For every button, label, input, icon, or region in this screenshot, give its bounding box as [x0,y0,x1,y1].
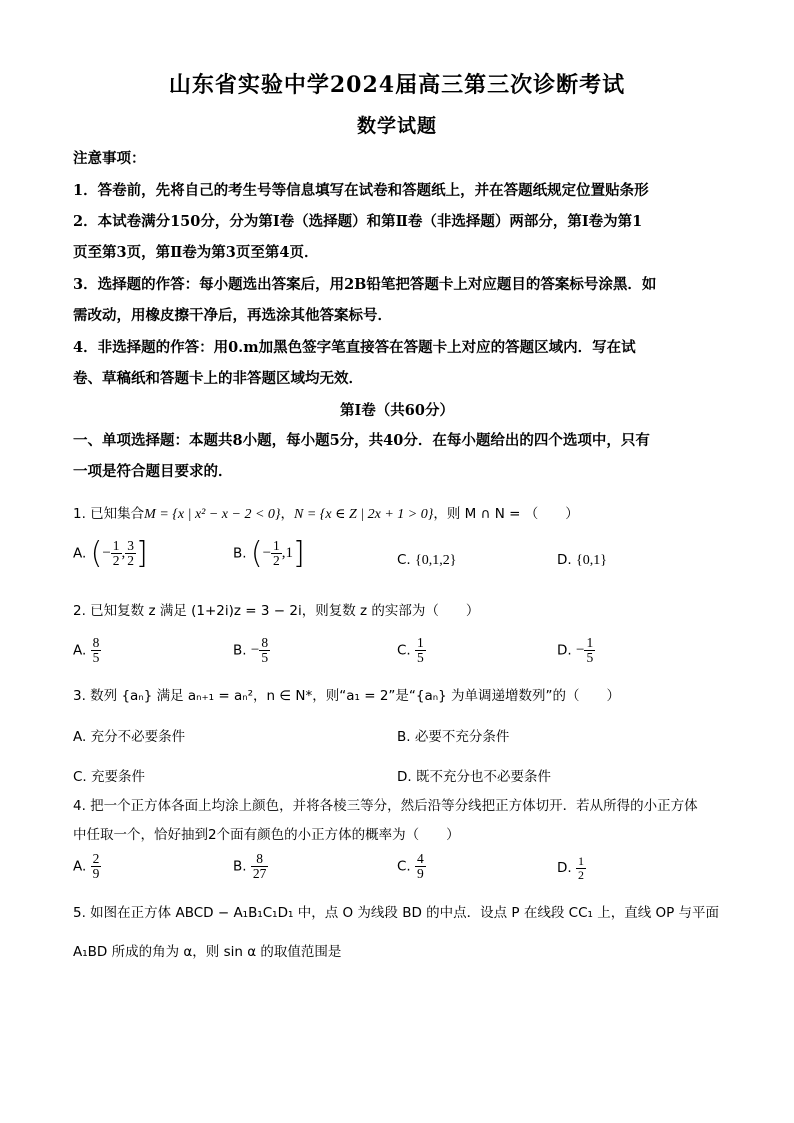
fraction: $\frac{8}{5}$ [261,635,269,666]
notice-item: 3．选择题的作答：每小题选出答案后，用2B铅笔把答题卡上对应题目的答案标号涂黑．如 [73,276,657,293]
paren-open: ( [250,536,263,571]
notice-item: 页至第3页，第Ⅱ卷为第3页至第4页． [73,244,319,261]
q4-option-b[interactable] [233,852,268,881]
fraction: $\frac{1}{2}$ [112,537,120,568]
q1-option-c[interactable] [397,552,456,569]
fraction: $\frac{1}{5}$ [417,635,424,666]
fraction: $\frac{4}{9}$ [417,851,424,882]
question-4-line1: 4. 把一个正方体各面上均涂上颜色，并将各棱三等分，然后沿等分线把正方体切开．若从所得的小正方体 [73,798,698,814]
option-label: D. [557,552,572,568]
q4-option-a[interactable] [73,852,101,881]
q1-option-a[interactable] [73,536,148,571]
minus-sign: − [262,545,272,561]
q1-option-d[interactable] [557,552,607,569]
section-title: 第Ⅰ卷（共60分） [340,402,454,419]
option-label: A. [73,545,87,562]
notice-item: 2．本试卷满分150分，分为第Ⅰ卷（选择题）和第Ⅱ卷（非选择题）两部分，第Ⅰ卷为第1 [73,213,643,230]
q4-option-d[interactable] [557,855,586,881]
q2-option-a[interactable] [73,636,101,665]
fraction: $\frac{2}{9}$ [92,851,100,882]
bracket-close: ] [293,536,305,571]
notice-item: 4．非选择题的作答：用0.m加黑色签字笔直接答在答题卡上对应的答题区域内．写在试 [73,339,636,356]
notice-item: 需改动，用橡皮擦干净后，再选涂其他答案标号． [73,307,392,324]
option-label: A. [73,642,87,659]
option-value: {0,1} [575,553,607,568]
fraction: $\frac{1}{2}$ [273,537,280,568]
question-2: 2. 已知复数 z 满足 (1+2i)z = 3 − 2i，则复数 z 的实部为（ ） [73,603,480,619]
question-3: 3. 数列 {aₙ} 满足 aₙ₊₁ = aₙ²，n ∈ N*，则“a₁ = 2”是“{aₙ} 为单调递增数列”的（ ） [73,688,621,704]
option-label: C. [397,642,411,659]
question-1 [73,508,579,522]
notice-item: 卷、草稿纸和答题卡上的非答题区域均无效． [73,370,363,387]
option-label: A. [73,858,87,875]
q1-set-m: M = {x | x² − x − 2 < 0} [144,507,281,522]
fraction: $\frac{8}{27}$ [252,851,267,882]
option-label: B. [233,858,247,875]
q2-option-b[interactable] [233,636,270,665]
section-heading: 一项是符合题目要求的． [73,463,233,480]
fraction: $\frac{1}{5}$ [586,635,594,666]
q3-option-d[interactable]: D. 既不充分也不必要条件 [397,769,551,785]
q2-option-c[interactable] [397,636,426,665]
question-5-line1: 5. 如图在正方体 ABCD − A₁B₁C₁D₁ 中，点 O 为线段 BD 的中点．设点 P 在线段 CC₁ 上，直线 OP 与平面 [73,905,720,921]
question-5-line2: A₁BD 所成的角为 α，则 sin α 的取值范围是 [73,944,342,960]
option-label: B. [233,642,247,659]
paren-open: ( [90,536,103,571]
q1-set-n: N = {x ∈ Z | 2x + 1 > 0} [294,507,434,522]
minus-sign: − [250,642,260,659]
option-label: B. [233,545,247,562]
bracket-close: ] [136,536,148,571]
q1-prefix: 1. 已知集合 [73,506,145,522]
comma: , [121,545,126,561]
value: 1 [285,545,294,561]
exam-subtitle: 数学试题 [356,115,437,137]
q1-suffix: ，则 M ∩ N = （ ） [433,506,579,522]
section-heading: 一、单项选择题：本题共8小题，每小题5分，共40分．在每小题给出的四个选项中，只有 [73,432,650,449]
q3-option-a[interactable]: A. 充分不必要条件 [73,729,186,745]
question-4-line2: 中任取一个，恰好抽到2个面有颜色的小正方体的概率为（ ） [73,827,460,843]
notice-item: 1．答卷前，先将自己的考生号等信息填写在试卷和答题纸上，并在答题纸规定位置贴条形 [73,182,649,199]
exam-title: 山东省实验中学2024届高三第三次诊断考试 [168,72,626,98]
fraction: $\frac{1}{2}$ [577,854,584,882]
fraction: $\frac{3}{2}$ [127,537,135,568]
option-label: D. [557,860,572,877]
fraction: $\frac{8}{5}$ [92,635,100,666]
option-value: {0,1,2} [415,553,457,568]
q4-option-c[interactable] [397,852,426,881]
q1-comma: ， [280,506,295,522]
q3-option-c[interactable]: C. 充要条件 [73,769,146,785]
minus-sign: − [575,642,585,659]
q3-option-b[interactable]: B. 必要不充分条件 [397,729,510,745]
option-label: C. [397,858,411,875]
minus-sign: − [102,545,111,561]
option-label: D. [557,642,572,659]
q2-option-d[interactable] [557,636,595,665]
comma: , [281,545,286,561]
option-label: C. [397,552,411,568]
notice-heading: 注意事项： [73,150,146,167]
q1-option-b[interactable] [233,536,305,571]
